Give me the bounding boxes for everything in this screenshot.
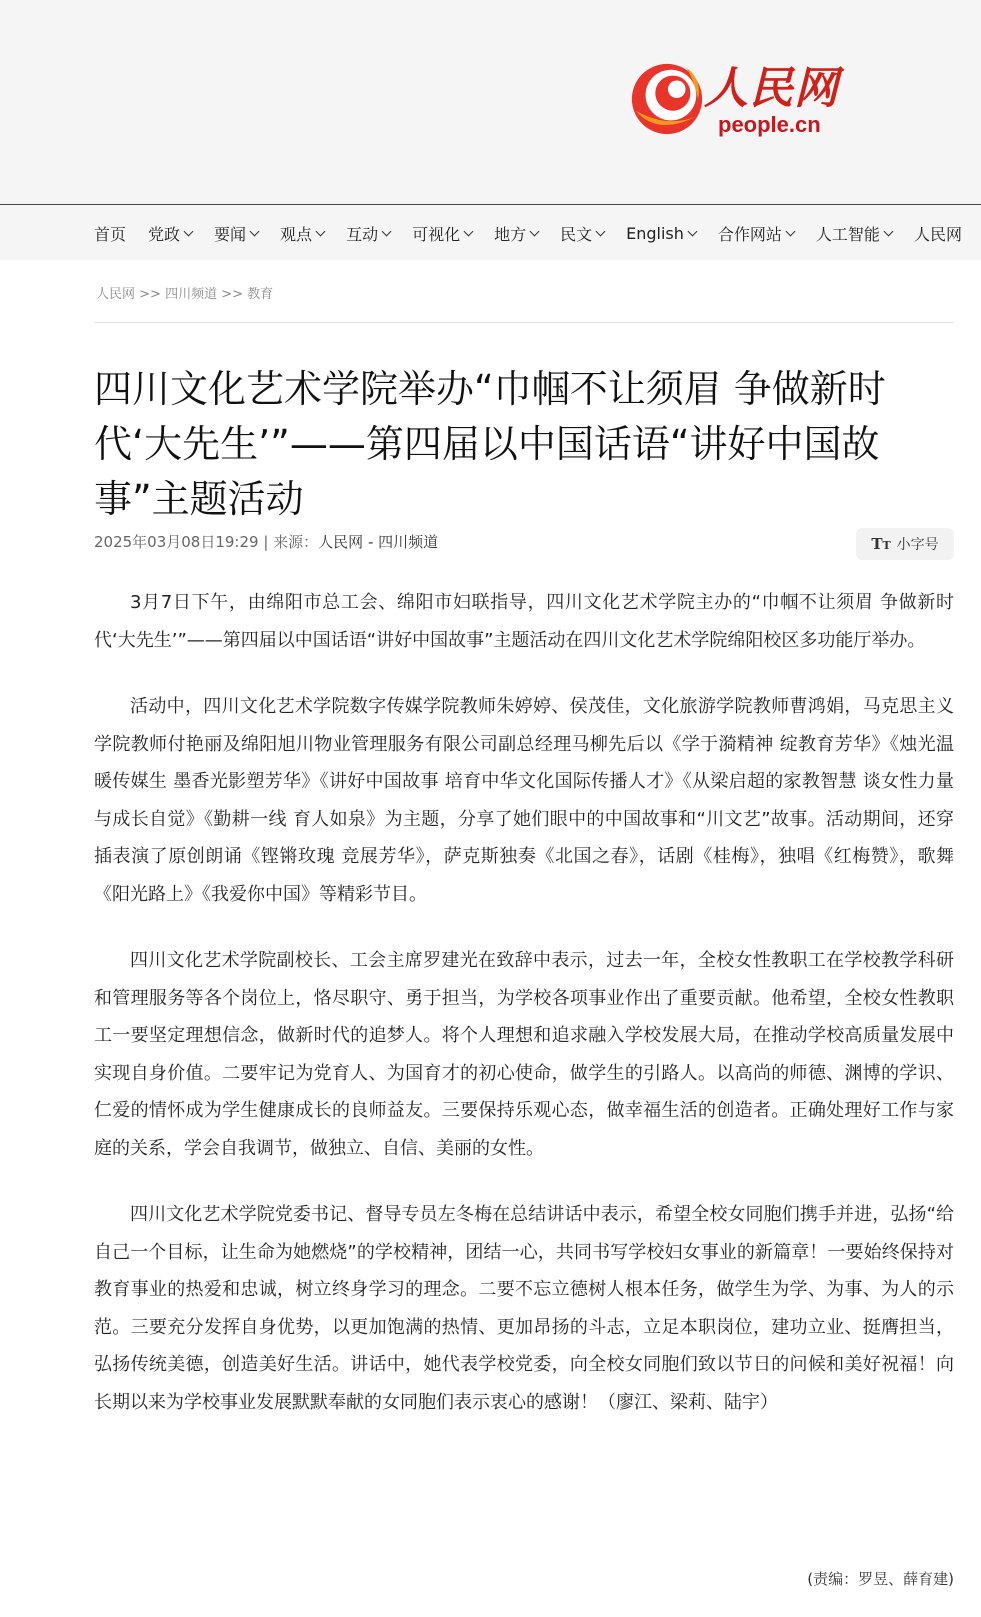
logo-english-text: people.cn (718, 112, 821, 137)
nav-item[interactable] (914, 222, 962, 245)
nav-item-label: 要闻 (214, 224, 247, 244)
nav-item-label: 互动 (346, 224, 379, 244)
nav-item[interactable] (280, 222, 324, 245)
editor-credit: (责编：罗昱、薛育建) (807, 1570, 954, 1588)
source-label: | 来源： (258, 533, 319, 551)
nav-item-label: 人民网 (913, 224, 962, 244)
breadcrumb-home[interactable]: 人民网 (96, 287, 136, 302)
breadcrumb-separator: >> (217, 287, 248, 302)
font-size-label: 小字号 (896, 537, 939, 553)
nav-item-label: 合作网站 (717, 224, 782, 244)
chevron-down-icon (316, 226, 326, 236)
breadcrumb (96, 283, 273, 302)
breadcrumb-section[interactable]: 教育 (247, 287, 274, 302)
paragraph: 3月7日下午，由绵阳市总工会、绵阳市妇联指导，四川文化艺术学院主办的“巾帼不让须眉 争做新时代‘大先生’”——第四届以中国话语“讲好中国故事”主题活动在四川文化艺术学院绵阳校区多功能厅举办。 (94, 592, 954, 651)
font-size-toggle-button[interactable] (856, 528, 954, 560)
source-link[interactable]: 人民网 - 四川频道 (318, 533, 439, 551)
chevron-down-icon (883, 226, 893, 236)
nav-item[interactable] (346, 222, 390, 245)
nav-item-label: 人工智能 (815, 224, 880, 244)
chevron-down-icon (785, 226, 795, 236)
paragraph: 活动中，四川文化艺术学院数字传媒学院教师朱婷婷、侯茂佳，文化旅游学院教师曹鸿娟，马克思主义学院教师付艳丽及绵阳旭川物业管理服务有限公司副总经理马柳先后以《学于漪精神 绽教育芳华》《烛光温暖传媒生 墨香光影塑芳华》《讲好中国故事 培育中华文化国际传播人才》《从梁启超的家教智慧 谈女性力量与成长自觉》《勤耕一线 育人如泉》为主题，分享了她们眼中的中国故事和“川文艺”故事。活动期间，还穿插表演了原创朗诵《铿锵玫瑰 竞展芳华》，萨克斯独奏《北国之春》，话剧《桂梅》，独唱《红梅赞》，歌舞《阳光路上》《我爱你中国》等精彩节目。 (94, 696, 954, 905)
publish-date: 2025年03月08日19:29 (94, 533, 259, 551)
nav-item-label: 地方 (494, 224, 527, 244)
chevron-down-icon (464, 226, 474, 236)
paragraph: 四川文化艺术学院副校长、工会主席罗建光在致辞中表示，过去一年，全校女性教职工在学校教学科研和管理服务等各个岗位上，恪尽职守、勇于担当，为学校各项事业作出了重要贡献。他希望，全校女性教职工一要坚定理想信念，做新时代的追梦人。将个人理想和追求融入学校发展大局，在推动学校高质量发展中实现自身价值。二要牢记为党育人、为国育才的初心使命，做学生的引路人。以高尚的师德、渊博的学识、仁爱的情怀成为学生健康成长的良师益友。三要保持乐观心态，做幸福生活的创造者。正确处理好工作与家庭的关系，学会自我调节，做独立、自信、美丽的女性。 (94, 950, 954, 1159)
nav-item[interactable] (94, 222, 126, 245)
article-title: 四川文化艺术学院举办“巾帼不让须眉 争做新时代‘大先生’”——第四届以中国话语“讲好中国故事”主题活动 (94, 367, 886, 521)
nav-item[interactable] (148, 222, 192, 245)
font-size-icon: TT (871, 535, 891, 553)
nav-item[interactable] (816, 222, 892, 245)
paragraph: 四川文化艺术学院党委书记、督导专员左冬梅在总结讲话中表示，希望全校女同胞们携手并进，弘扬“给自己一个目标，让生命为她燃烧”的学校精神，团结一心，共同书写学校妇女事业的新篇章！一要始终保持对教育事业的热爱和忠诚，树立终身学习的理念。二要不忘立德树人根本任务，做学生为学、为事、为人的示范。三要充分发挥自身优势，以更加饱满的热情、更加昂扬的斗志，立足本职岗位，建功立业、挺膺担当，弘扬传统美德，创造美好生活。讲话中，她代表学校党委，向全校女同胞们致以节日的问候和美好祝福！向长期以来为学校事业发展默默奉献的女同胞们表示衷心的感谢！（廖江、梁莉、陆宇） (94, 1204, 954, 1413)
nav-item-label: 党政 (148, 224, 181, 244)
chevron-down-icon (250, 226, 260, 236)
nav-item-label: 可视化 (412, 224, 461, 244)
article-meta (94, 531, 438, 552)
people-logo[interactable] (628, 52, 848, 144)
chevron-down-icon (184, 226, 194, 236)
chevron-down-icon (382, 226, 392, 236)
nav-item[interactable] (412, 222, 472, 245)
nav-item-label: 首页 (94, 224, 127, 244)
nav-item[interactable] (560, 222, 604, 245)
main-nav (0, 204, 981, 260)
breadcrumb-separator: >> (135, 287, 166, 302)
chevron-down-icon (687, 226, 697, 236)
people-logo-mark-icon (628, 60, 706, 138)
nav-item[interactable] (718, 222, 794, 245)
nav-item-label: 民文 (560, 224, 593, 244)
nav-item-label: English (626, 223, 684, 243)
nav-list (94, 205, 981, 261)
site-header (0, 0, 981, 204)
breadcrumb-channel[interactable]: 四川频道 (165, 287, 218, 302)
chevron-down-icon (530, 226, 540, 236)
nav-item[interactable] (494, 222, 538, 245)
logo-chinese-text: 人民网 (704, 63, 839, 114)
nav-item[interactable] (214, 222, 258, 245)
divider (94, 322, 954, 323)
chevron-down-icon (596, 226, 606, 236)
nav-item-label: 观点 (280, 224, 313, 244)
nav-item[interactable] (626, 224, 696, 243)
article-body (94, 584, 954, 1450)
